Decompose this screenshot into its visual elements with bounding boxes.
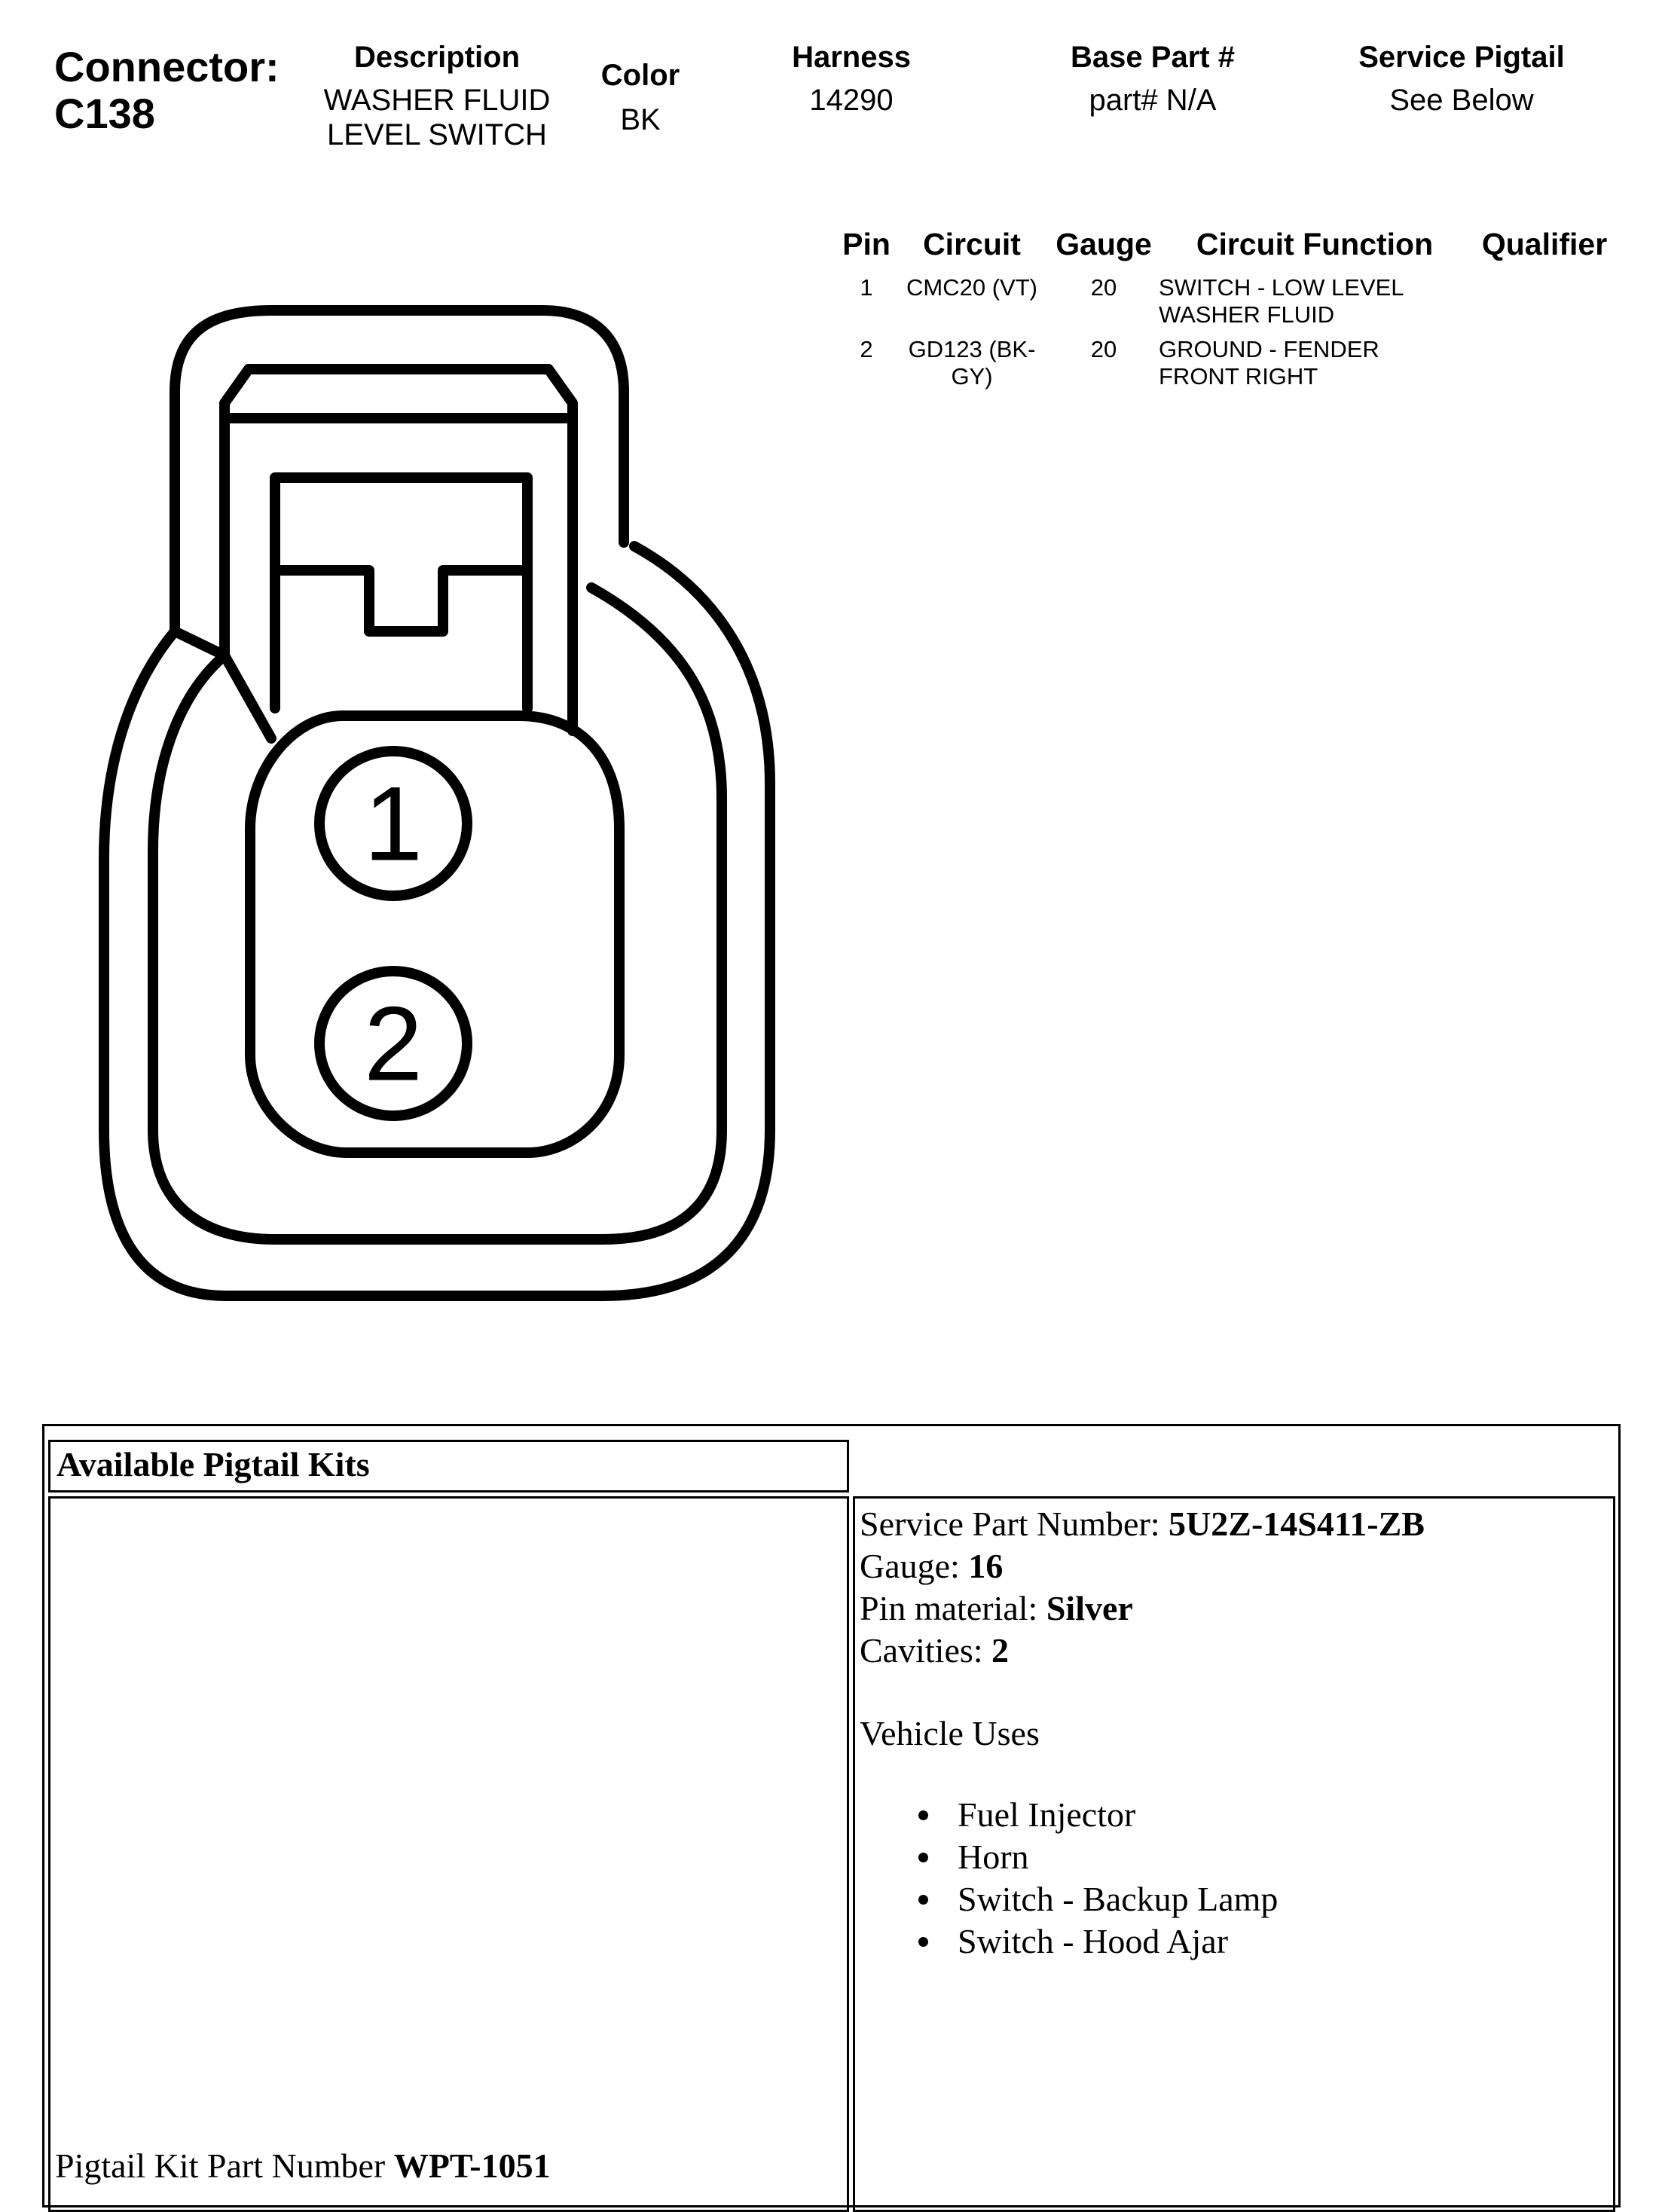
detail-gauge-label: Gauge:: [860, 1547, 969, 1585]
description-value-line-1: WASHER FLUID: [323, 84, 551, 117]
pigtail-kit-details-cell: [853, 1496, 1615, 2212]
row-2-gauge: 20: [1090, 336, 1117, 362]
detail-cavities-label: Cavities:: [860, 1631, 992, 1670]
detail-pin-material: [860, 1587, 1609, 1630]
vehicle-use-text: Switch - Backup Lamp: [958, 1880, 1279, 1918]
detail-pin-material-label: Pin material:: [860, 1589, 1046, 1627]
vehicle-use-text: Switch - Hood Ajar: [958, 1922, 1229, 1960]
bullet-icon: [918, 1810, 928, 1820]
col-circuit-header: Circuit: [923, 227, 1021, 261]
detail-service-part-label: Service Part Number:: [860, 1505, 1169, 1543]
pin-cavity-housing: [250, 716, 619, 1153]
pigtail-kit-image-cell: [48, 1496, 849, 2212]
vehicle-use-text: Fuel Injector: [958, 1795, 1136, 1834]
harness-label: Harness: [792, 41, 911, 74]
vehicle-use-item: [918, 1920, 1609, 1963]
row-1-pin: 1: [860, 274, 873, 301]
vehicle-use-item: [918, 1878, 1609, 1920]
base-part-label: Base Part #: [1071, 41, 1235, 74]
col-gauge-header: Gauge: [1056, 227, 1152, 261]
row-1-function-line-2: WASHER FLUID: [1159, 301, 1335, 328]
service-pigtail-value: See Below: [1389, 84, 1534, 117]
header-base-part: [1025, 39, 1281, 118]
vehicle-uses-heading: Vehicle Uses: [860, 1714, 1040, 1752]
col-function-header: Circuit Function: [1196, 227, 1434, 261]
harness-value: 14290: [809, 84, 894, 117]
detail-cavities: [860, 1630, 1609, 1672]
description-value-line-2: LEVEL SWITCH: [327, 118, 547, 151]
pigtail-kit-part-value: WPT-1051: [393, 2146, 551, 2185]
service-pigtail-label: Service Pigtail: [1358, 41, 1565, 74]
detail-cavities-value: 2: [991, 1631, 1010, 1670]
latch-notch: [275, 570, 527, 631]
latch-tab: [275, 478, 527, 708]
detail-service-part-number: [860, 1503, 1609, 1545]
pigtail-kits-header-cell: [48, 1440, 849, 1492]
connector-id: C138: [54, 90, 155, 137]
pin-2-label: 2: [364, 984, 423, 1103]
header-service-pigtail: [1311, 39, 1612, 118]
connector-face-diagram: [0, 0, 829, 1356]
pigtail-kits-title: Available Pigtail Kits: [57, 1445, 370, 1483]
row-1-function: [1159, 274, 1460, 328]
row-2-circuit-line-2: GY): [951, 363, 993, 390]
row-2-circuit-line-1: GD123 (BK-: [908, 336, 1036, 362]
col-qualifier-header: Qualifier: [1481, 227, 1608, 261]
vehicle-use-item: [918, 1836, 1609, 1878]
detail-gauge-value: 16: [968, 1547, 1004, 1585]
pin-1-label: 1: [364, 764, 423, 883]
row-2-function-line-1: GROUND - FENDER: [1159, 336, 1379, 362]
detail-pin-material-value: Silver: [1046, 1589, 1133, 1627]
detail-gauge: [860, 1545, 1609, 1587]
vehicle-use-item: [918, 1794, 1609, 1836]
bullet-icon: [918, 1937, 928, 1947]
color-value: BK: [620, 103, 661, 136]
vehicle-use-text: Horn: [958, 1838, 1029, 1876]
row-2-function-line-2: FRONT RIGHT: [1159, 363, 1318, 390]
row-2-pin: 2: [860, 336, 873, 362]
pigtail-kit-part-label: Pigtail Kit Part Number: [55, 2146, 394, 2185]
vehicle-uses-list: [918, 1794, 1609, 1963]
base-part-value: part# N/A: [1089, 84, 1217, 117]
pigtail-kit-part-number: [55, 2145, 551, 2187]
col-pin-header: Pin: [842, 227, 891, 261]
row-2-function: [1159, 336, 1460, 390]
row-1-function-line-1: SWITCH - LOW LEVEL: [1159, 274, 1404, 301]
bullet-icon: [918, 1853, 928, 1862]
bullet-icon: [918, 1895, 928, 1905]
detail-service-part-value: 5U2Z-14S411-ZB: [1169, 1505, 1425, 1543]
connector-label: Connector:: [54, 43, 280, 90]
description-label: Description: [353, 41, 521, 74]
row-2-circuit: [893, 336, 1051, 390]
color-label: Color: [600, 59, 680, 92]
row-1-circuit: [893, 274, 1051, 301]
row-1-circuit-line-1: CMC20 (VT): [906, 274, 1037, 301]
row-1-gauge: 20: [1090, 274, 1117, 301]
